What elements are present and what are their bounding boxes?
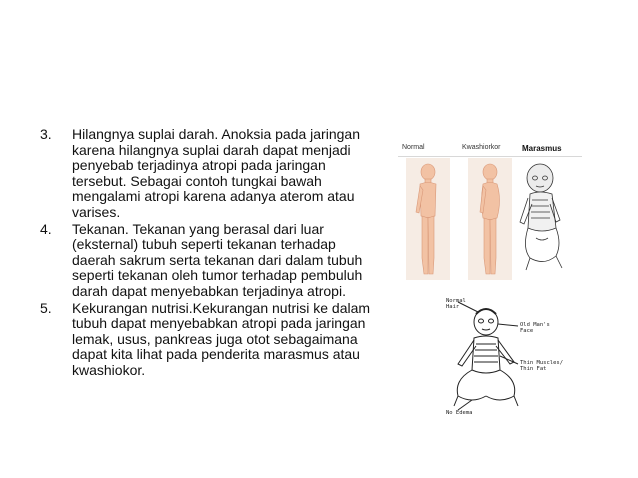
marasmus-child-illustration bbox=[516, 158, 582, 280]
list-text: Kekurangan nutrisi.Kekurangan nutrisi ke dalam tubuh dapat menyebabkan atropi pada jaringan lemak, usus, pankreas juga otot sebagaimana dapat kita lihat pada penderita marasmus atau kwashiokor. bbox=[72, 299, 371, 378]
header-divider bbox=[398, 156, 582, 157]
label-normal: Normal bbox=[402, 144, 425, 151]
note-normal-hair-2: Hair bbox=[446, 304, 460, 310]
list-number: 4. bbox=[40, 220, 52, 237]
list-number: 3. bbox=[40, 126, 52, 142]
note-thin-muscles-2: Thin Fat bbox=[520, 366, 547, 372]
list-text: Tekanan. Tekanan yang berasal dari luar (eksternal) tubuh seperti tekanan terhadap daerah sakrum serta tekanan dari dalam tubuh seperti tekanan oleh tumor terhadap pembuluh darah dapat menyebabkan terjadinya atropi. bbox=[72, 220, 363, 299]
label-marasmus: Marasmus bbox=[522, 144, 562, 153]
note-no-edema: No Edema bbox=[446, 410, 473, 416]
note-old-face-2: Face bbox=[520, 328, 534, 334]
normal-child-illustration bbox=[406, 158, 450, 280]
note-old-face-1: Old Man's bbox=[520, 322, 550, 328]
list-text: Hilangnya suplai darah. Anoksia pada jaringan karena hilangnya suplai darah dapat menjadi penyebab terjadinya atropi pada jaringan tersebut. Sebagai contoh tungkai bawah mengalami atropi karena adanya aterom atau varises. bbox=[72, 126, 360, 220]
numbered-list bbox=[40, 127, 380, 380]
list-number: 5. bbox=[40, 299, 52, 316]
kwashiorkor-child-illustration bbox=[468, 158, 512, 280]
list-item-4 bbox=[40, 222, 380, 300]
label-kwashiorkor: Kwashiorkor bbox=[462, 144, 501, 151]
list-item-3 bbox=[40, 127, 380, 221]
list-item-5 bbox=[40, 301, 380, 379]
marasmus-annotated-figure bbox=[428, 296, 594, 418]
note-thin-muscles-1: Thin Muscles/ bbox=[520, 360, 564, 366]
nutrition-comparison-figure bbox=[398, 140, 582, 282]
marasmus-sketch bbox=[428, 296, 594, 418]
note-normal-hair-1: Normal bbox=[446, 298, 466, 304]
